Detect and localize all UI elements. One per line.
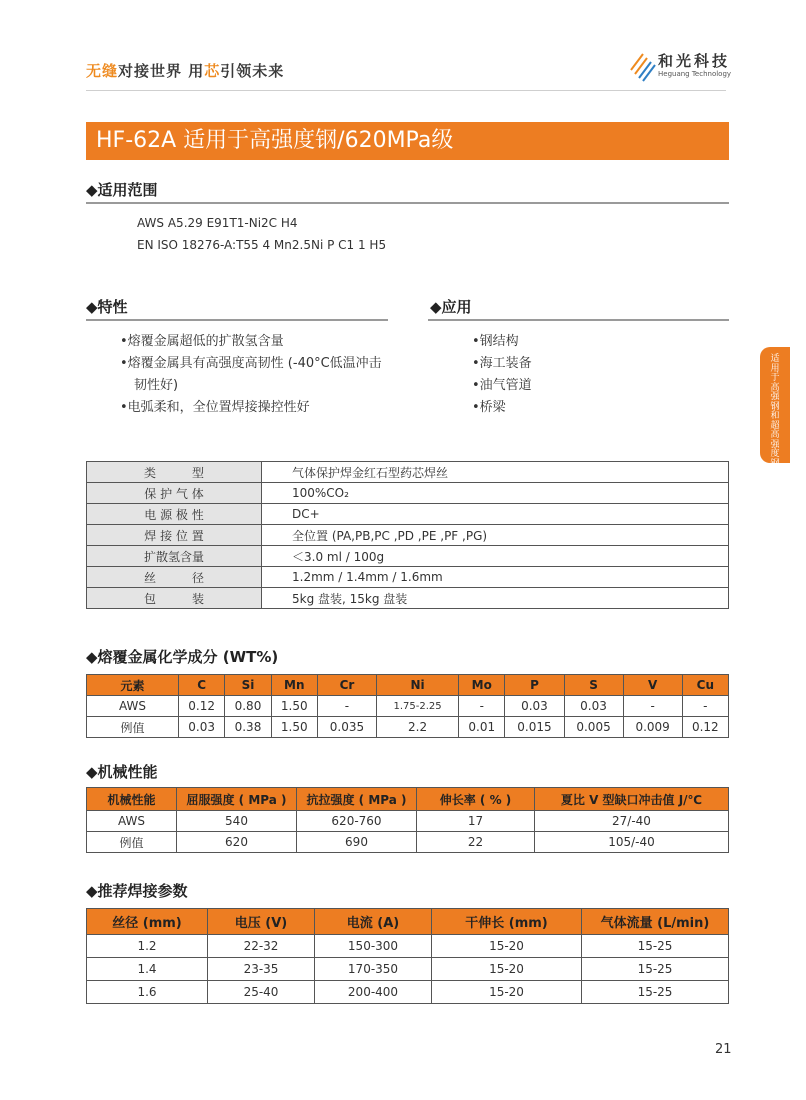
column-header: Ni [377,675,459,696]
table-cell: 0.38 [225,717,271,738]
column-header: 干伸长 (mm) [432,909,582,935]
company-logo [628,46,738,86]
feature-item: •电弧柔和，全位置焊接操控性好 [120,400,310,415]
table-row [87,958,729,981]
column-header: Si [225,675,271,696]
table-cell: 0.03 [564,696,623,717]
features-heading: ◆特性 [86,298,128,316]
column-header: Mn [271,675,317,696]
scope-line-1: AWS A5.29 E91T1-Ni2C H4 [137,216,298,230]
spec-value: 气体保护焊金红石型药芯焊丝 [262,462,729,483]
features-divider [86,319,388,321]
logo-name-cn: 和光科技 [658,52,731,70]
table-row [87,483,729,504]
column-header: S [564,675,623,696]
spec-key: 类 型 [87,462,262,483]
chem-table [86,674,729,738]
spec-value: 1.2mm / 1.4mm / 1.6mm [262,567,729,588]
spec-key: 焊 接 位 置 [87,525,262,546]
spec-key: 保 护 气 体 [87,483,262,504]
table-cell: 22-32 [208,935,315,958]
applications-heading: ◆应用 [430,298,472,316]
spec-key: 扩散氢含量 [87,546,262,567]
table-cell: 0.035 [317,717,376,738]
spec-value: 5kg 盘装, 15kg 盘装 [262,588,729,609]
table-cell: 0.015 [505,717,564,738]
feature-item: •熔覆金属具有高强度高韧性 (-40°C低温冲击 [120,356,382,371]
table-cell: 15-20 [432,958,582,981]
table-cell: 0.03 [505,696,564,717]
chem-heading: ◆熔覆金属化学成分 (WT%) [86,648,279,666]
table-cell: 15-25 [582,958,729,981]
table-row [87,462,729,483]
column-header: 抗拉强度 ( MPa ) [297,788,417,811]
table-header-row [87,675,729,696]
table-row [87,811,729,832]
table-row [87,981,729,1004]
header-divider [86,90,726,91]
logo-name-en: Heguang Technology [658,70,732,78]
page-number: 21 [715,1042,732,1057]
spec-key: 电 源 极 性 [87,504,262,525]
feature-item-continued: 韧性好) [134,378,179,393]
table-cell: 例值 [87,832,177,853]
applications-divider [428,319,729,321]
table-cell: 540 [177,811,297,832]
column-header: V [623,675,682,696]
table-cell: 1.6 [87,981,208,1004]
application-item: •钢结构 [472,334,519,349]
table-cell: 0.80 [225,696,271,717]
param-heading: ◆推荐焊接参数 [86,882,188,900]
table-header-row [87,909,729,935]
mech-heading: ◆机械性能 [86,763,158,781]
column-header: P [505,675,564,696]
table-cell: 105/-40 [535,832,729,853]
table-row [87,588,729,609]
table-cell: 15-25 [582,981,729,1004]
spec-value: 全位置 (PA,PB,PC ,PD ,PE ,PF ,PG) [262,525,729,546]
column-header: 屈服强度 ( MPa ) [177,788,297,811]
table-cell: 1.75-2.25 [377,696,459,717]
scope-heading: ◆适用范围 [86,181,158,199]
spec-key: 丝 径 [87,567,262,588]
table-row [87,935,729,958]
column-header: Mo [459,675,505,696]
table-cell: 1.50 [271,696,317,717]
slogan-highlight-2: 芯 [204,62,221,80]
spec-key: 包 装 [87,588,262,609]
table-cell: 例值 [87,717,179,738]
side-category-tab [760,347,790,469]
table-cell: - [459,696,505,717]
table-cell: 0.12 [179,696,225,717]
feature-item: •熔覆金属超低的扩散氢含量 [120,334,284,349]
spec-value: 100%CO₂ [262,483,729,504]
table-cell: - [623,696,682,717]
table-cell: 15-20 [432,935,582,958]
column-header: 电流 (A) [315,909,432,935]
table-cell: 23-35 [208,958,315,981]
table-cell: 620-760 [297,811,417,832]
table-cell: 2.2 [377,717,459,738]
table-row [87,832,729,853]
column-header: 伸长率 ( % ) [417,788,535,811]
table-cell: 620 [177,832,297,853]
table-cell: 27/-40 [535,811,729,832]
slogan-text-2: 引领未来 [220,62,285,80]
table-row [87,525,729,546]
column-header: 电压 (V) [208,909,315,935]
table-cell: 1.4 [87,958,208,981]
table-cell: 200-400 [315,981,432,1004]
column-header: 机械性能 [87,788,177,811]
column-header: 夏比 V 型缺口冲击值 J/℃ [535,788,729,811]
logo-mark-icon [628,48,656,82]
table-cell: 0.009 [623,717,682,738]
table-row [87,504,729,525]
table-cell: AWS [87,696,179,717]
table-cell: 0.03 [179,717,225,738]
scope-divider [86,202,729,204]
product-title: HF-62A 适用于高强度钢/620MPa级 [86,122,729,160]
spec-value: ＜3.0 ml / 100g [262,546,729,567]
table-cell: - [682,696,728,717]
slogan [86,60,284,81]
table-cell: 17 [417,811,535,832]
table-cell: 22 [417,832,535,853]
table-cell: - [317,696,376,717]
column-header: Cu [682,675,728,696]
side-tab-label: 适用于高强钢和超高强度钢 [770,354,780,469]
slogan-text-1: 对接世界 用 [118,62,205,80]
table-cell: 15-25 [582,935,729,958]
table-row [87,717,729,738]
table-cell: AWS [87,811,177,832]
table-cell: 150-300 [315,935,432,958]
table-cell: 1.50 [271,717,317,738]
table-cell: 0.12 [682,717,728,738]
param-table [86,908,729,1004]
table-row [87,567,729,588]
table-cell: 1.2 [87,935,208,958]
slogan-highlight-1: 无缝 [86,62,119,80]
table-cell: 690 [297,832,417,853]
column-header: 气体流量 (L/min) [582,909,729,935]
table-cell: 25-40 [208,981,315,1004]
column-header: 丝径 (mm) [87,909,208,935]
column-header: 元素 [87,675,179,696]
application-item: •桥梁 [472,400,506,415]
table-cell: 0.01 [459,717,505,738]
application-item: •油气管道 [472,378,532,393]
mech-table [86,787,729,853]
spec-table [86,461,729,609]
table-row [87,696,729,717]
table-cell: 170-350 [315,958,432,981]
table-header-row [87,788,729,811]
application-item: •海工装备 [472,356,532,371]
column-header: Cr [317,675,376,696]
column-header: C [179,675,225,696]
table-cell: 0.005 [564,717,623,738]
scope-line-2: EN ISO 18276-A:T55 4 Mn2.5Ni P C1 1 H5 [137,238,387,252]
spec-value: DC+ [262,504,729,525]
table-row [87,546,729,567]
table-cell: 15-20 [432,981,582,1004]
